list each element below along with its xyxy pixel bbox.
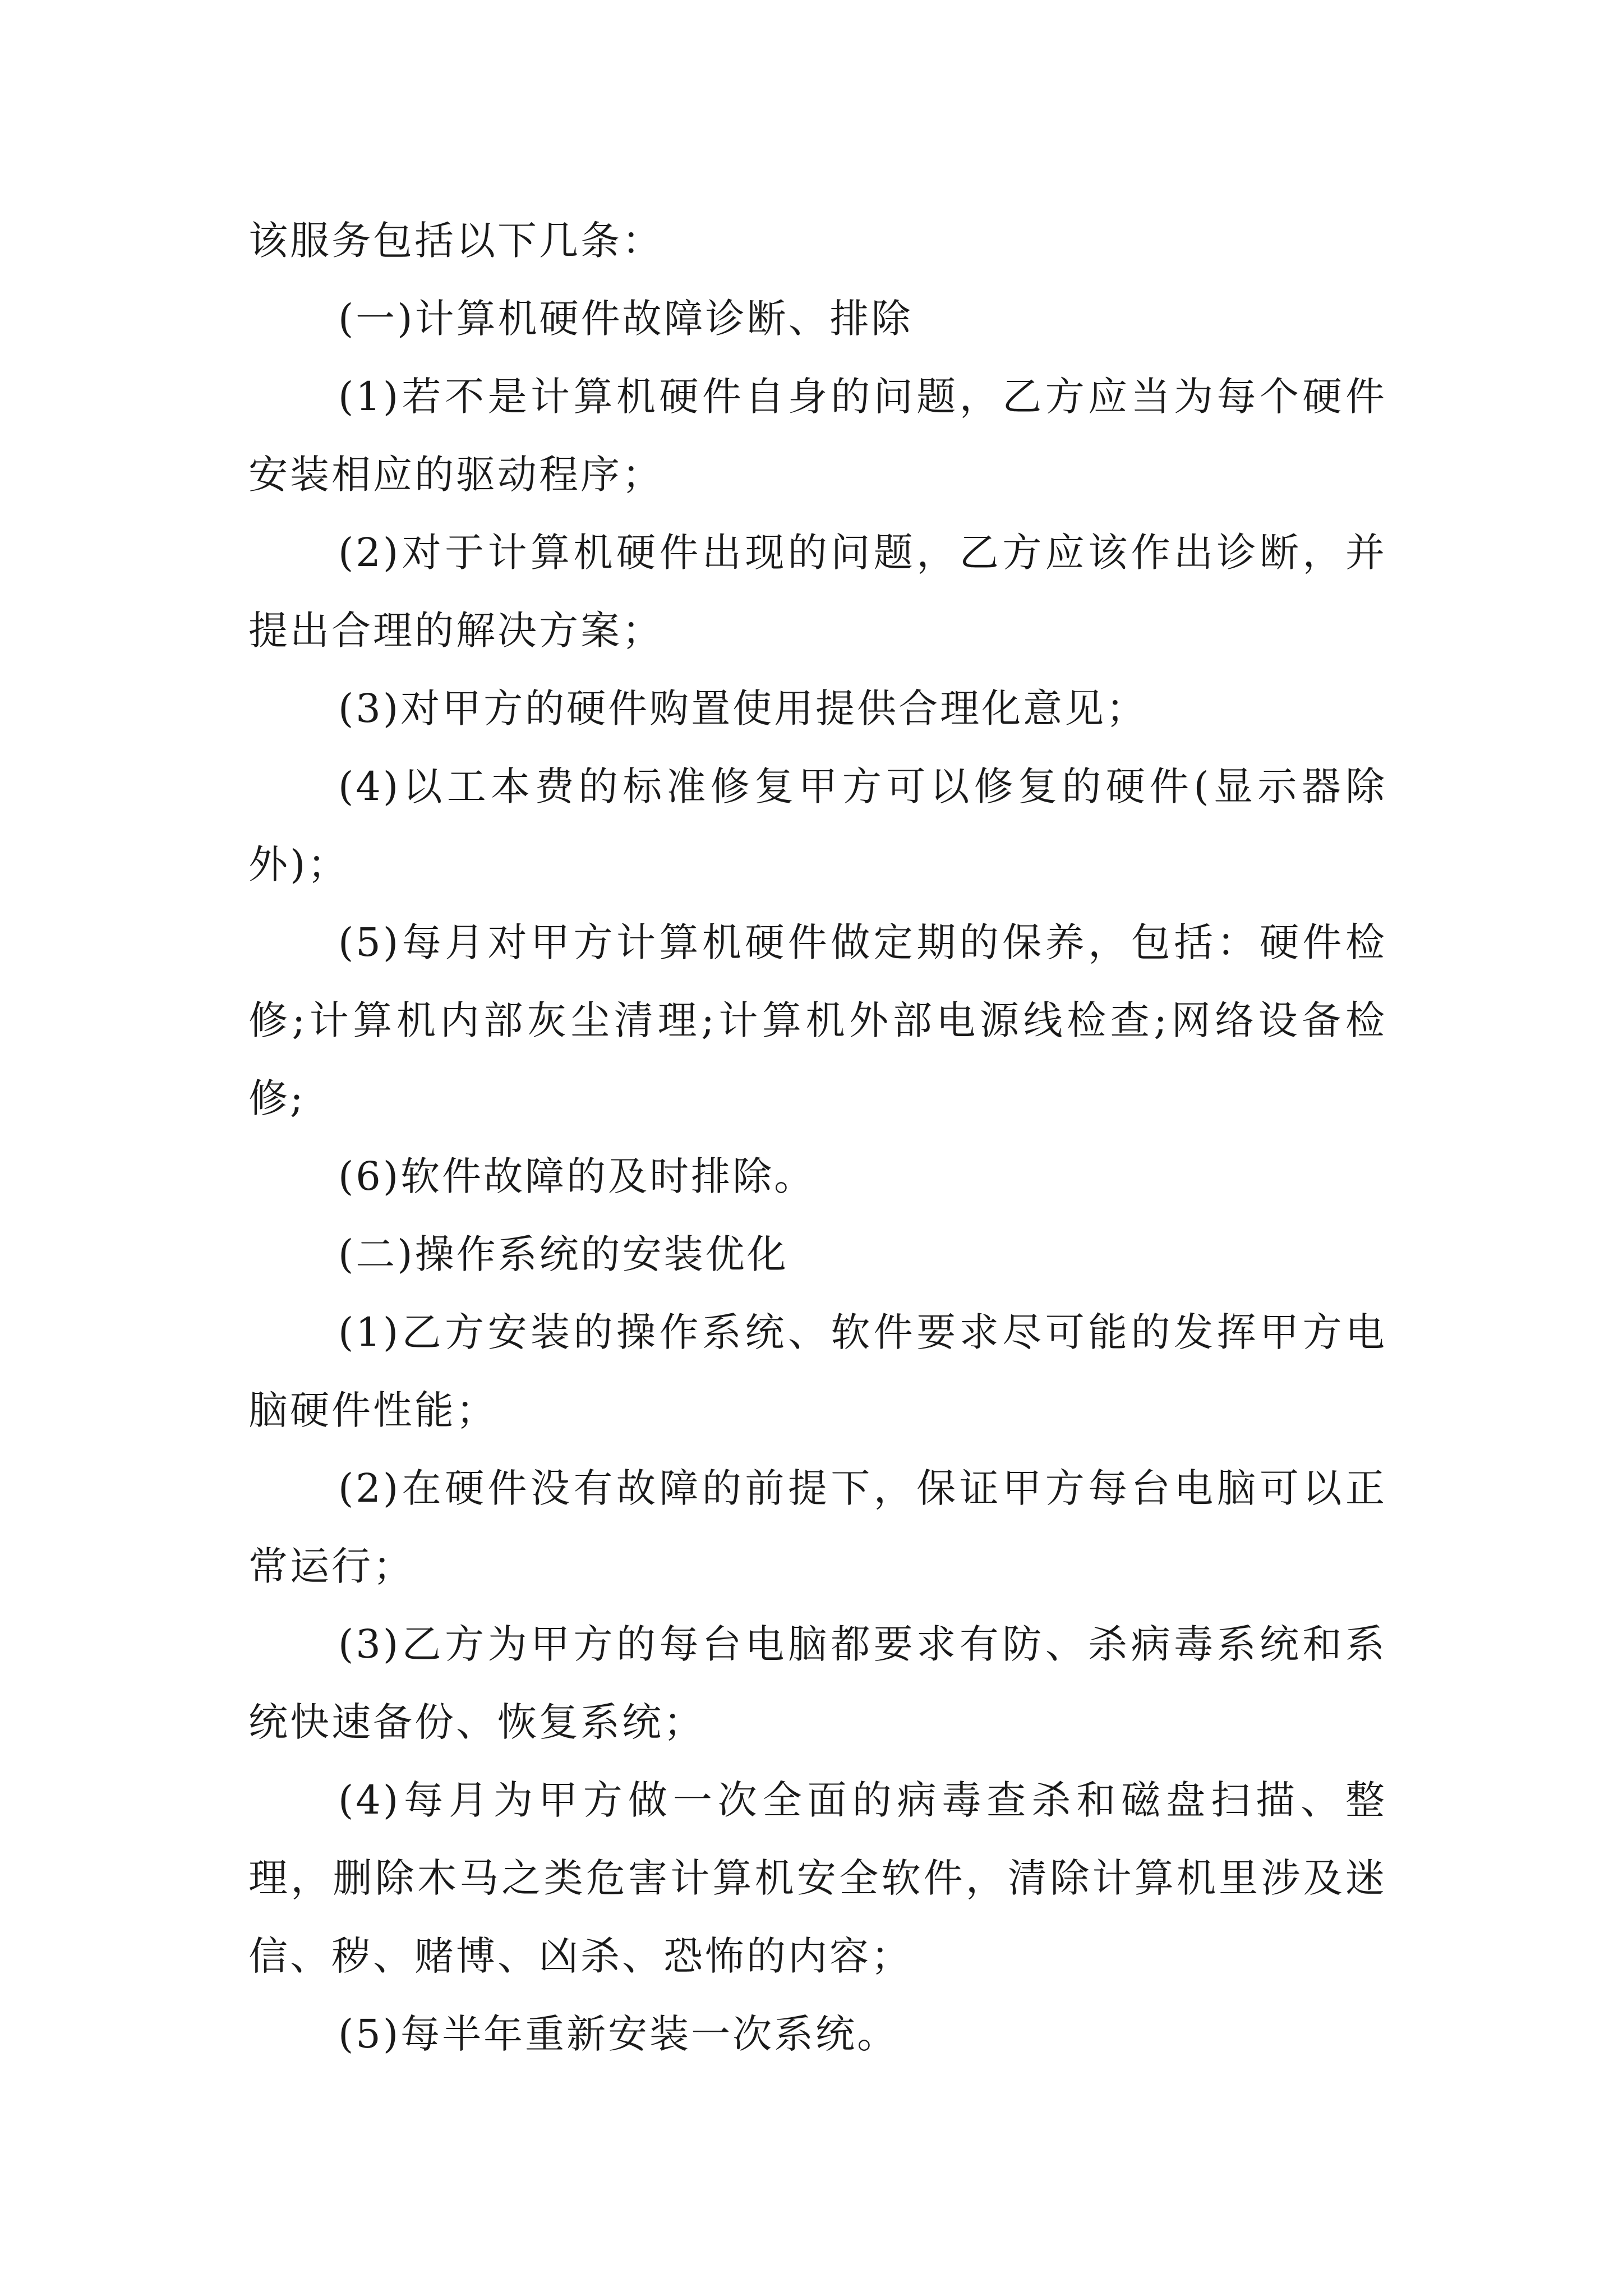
list-item: (2)在硬件没有故障的前提下，保证甲方每台电脑可以正常运行； xyxy=(248,1465,1387,1589)
list-item: (5)每月对甲方计算机硬件做定期的保养，包括：硬件检修;计算机内部灰尘清理;计算机外部电源线检查;网络设备检修; xyxy=(248,919,1387,1121)
list-item: (1)乙方安装的操作系统、软件要求尽可能的发挥甲方电脑硬件性能； xyxy=(248,1309,1387,1433)
list-item: (4)每月为甲方做一次全面的病毒查杀和磁盘扫描、整理，删除木马之类危害计算机安全软件，清除计算机里涉及迷信、秽、赌博、凶杀、恐怖的内容； xyxy=(248,1777,1387,1979)
list-item: (1)若不是计算机硬件自身的问题，乙方应当为每个硬件安装相应的驱动程序； xyxy=(248,374,1387,498)
section-heading-os: (二)操作系统的安装优化 xyxy=(338,1231,789,1277)
list-item: (3)对甲方的硬件购置使用提供合理化意见； xyxy=(338,685,1148,731)
list-item: (4)以工本费的标准修复甲方可以修复的硬件(显示器除外)； xyxy=(248,763,1387,887)
paragraph-intro: 该服务包括以下几条： xyxy=(248,218,663,264)
list-item: (3)乙方为甲方的每台电脑都要求有防、杀病毒系统和系统快速备份、恢复系统； xyxy=(248,1621,1387,1745)
list-item: (6)软件故障的及时排除。 xyxy=(338,1153,816,1199)
list-item: (5)每半年重新安装一次系统。 xyxy=(338,2011,899,2057)
list-item: (2)对于计算机硬件出现的问题，乙方应该作出诊断，并提出合理的解决方案； xyxy=(248,530,1387,654)
document-body xyxy=(248,202,1387,2073)
section-heading-hardware: (一)计算机硬件故障诊断、排除 xyxy=(338,296,913,342)
